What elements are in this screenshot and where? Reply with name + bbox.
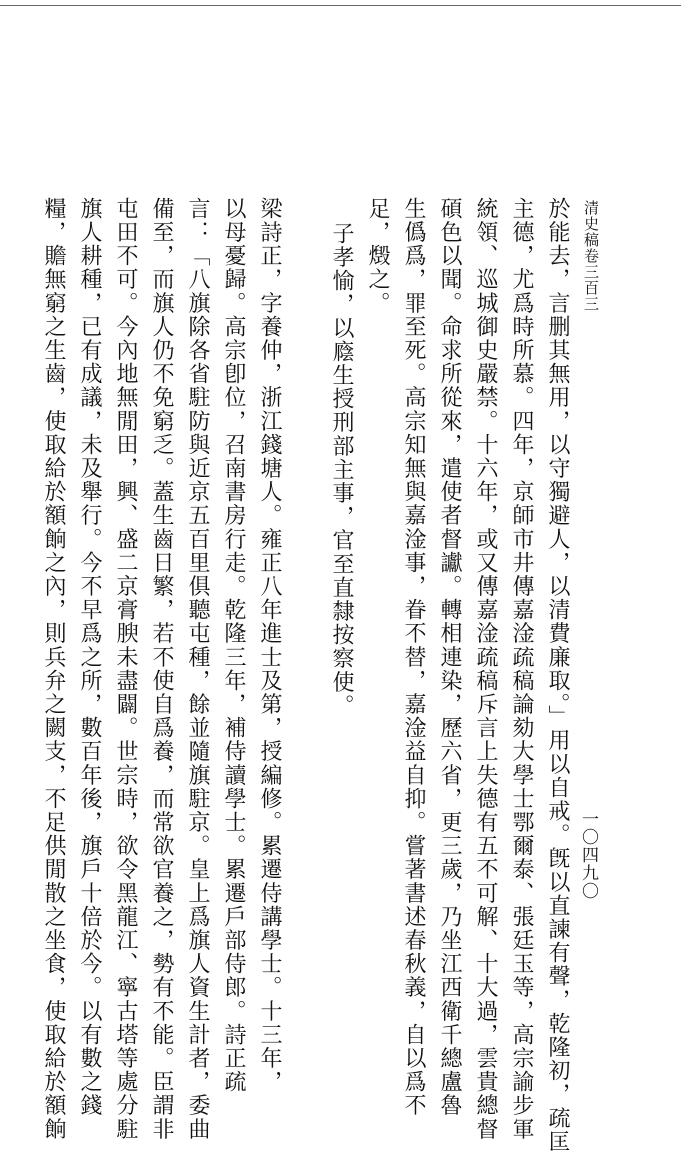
text-column-11: 言：「八旗除各省駐防與近京五百里俱聽屯種，餘並隨旗駐京。皇上爲旗人資生計者，委曲 (185, 197, 210, 1141)
text-column-15: 糧，贍無窮之生齒，使取給於額餉之內，則兵弁之闕支，不足供閒散之坐食，使取給於額餉 (41, 197, 66, 1141)
text-column-9: 梁詩正，字養仲，浙江錢塘人。雍正八年進士及第，授編修。累遷侍講學士。十三年， (257, 197, 282, 1094)
top-border-line (0, 5, 681, 6)
text-column-5: 生僞爲，罪至死。高宗知無與嘉淦事，眷不替，嘉淦益自抑。嘗著書述春秋義，自以爲不 (401, 197, 426, 1118)
text-column-2: 主德，尤爲時所慕。四年，京師市井傳嘉淦疏稿論劾大學士鄂爾泰、張廷玉等，高宗諭步軍 (509, 197, 534, 1141)
text-column-13: 屯田不可。今內地無閒田，興、盛二京膏腴未盡闢。世宗時，欲令黑龍江、寧古塔等處分駐 (113, 197, 138, 1141)
text-column-3: 統領、巡城御史嚴禁。十六年，或又傳嘉淦疏稿斥言上失德有五不可解、十大過，雲貴總督 (473, 197, 498, 1141)
text-column-7: 子孝愉，以廕生授刑部主事，官至直隸按察使。 (329, 222, 354, 718)
text-column-1: 於能去，言删其無用，以守獨避人，以清費廉取。」用以自戒。旣以直諫有聲，乾隆初，疏匡 (545, 197, 570, 1154)
text-column-12: 備至，而旗人仍不免窮乏。蓋生齒日繁，若不使自爲養，而常欲官養之，勢有不能。臣謂非 (149, 197, 174, 1141)
page-number: 一〇四九〇 (578, 810, 598, 900)
text-column-6: 足，燬之。 (365, 197, 390, 315)
text-column-10: 以母憂歸。高宗卽位，召南書房行走。乾隆三年，補侍讀學士。累遷戶部侍郎。詩正疏 (221, 197, 246, 1094)
text-column-14: 旗人耕種，已有成議，未及舉行。今不早爲之所，數百年後，旗戶十倍於今。以有數之錢 (77, 197, 102, 1118)
running-title: 清史稿卷三百三 (582, 200, 600, 312)
text-column-4: 碩色以聞。命求所從來，遣使者督讞。轉相連染，歷六省，更三歲，乃坐江西衛千總盧魯 (437, 197, 462, 1118)
